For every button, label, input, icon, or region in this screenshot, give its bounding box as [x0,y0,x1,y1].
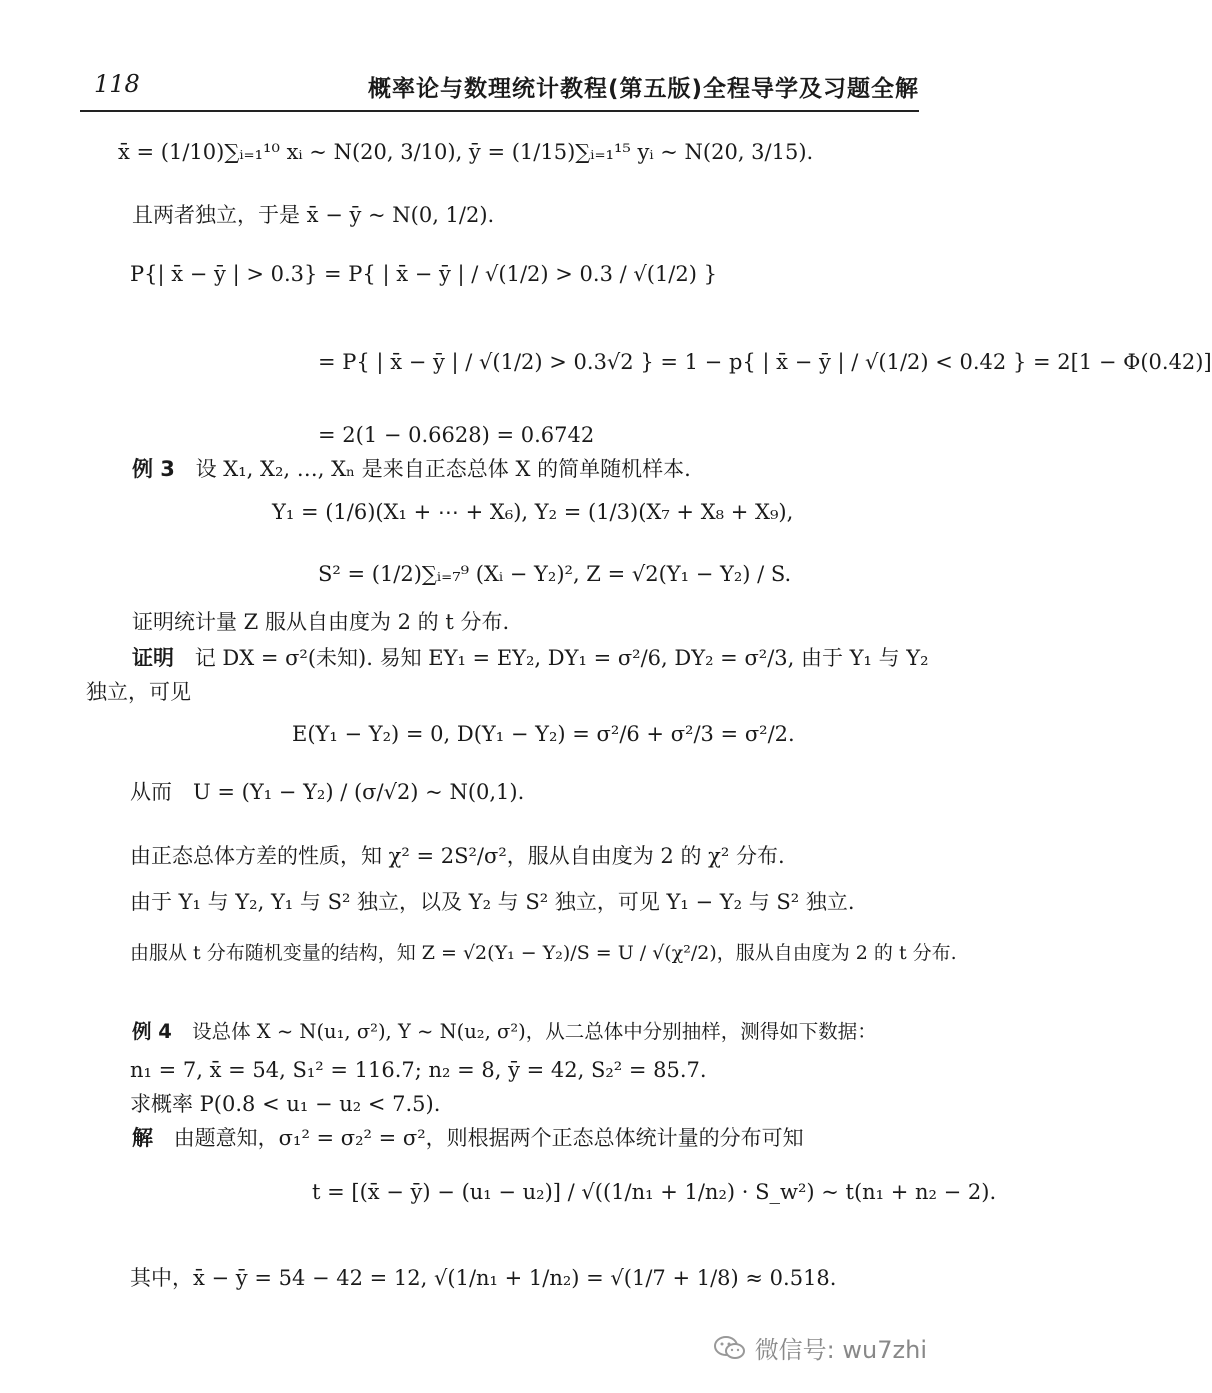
proof-label: 证明 [132,646,174,670]
text-line: 独立，可见 [86,680,191,704]
formula-line: 其中，x̄ − ȳ = 54 − 42 = 12, √(1/n₁ + 1/n₂) = √(1/7 + 1/8) ≈ 0.518. [130,1266,837,1290]
page-header [80,66,919,112]
formula-line: S² = (1/2)∑ᵢ₌₇⁹ (Xᵢ − Y₂)², Z = √2(Y₁ − Y₂) / S. [318,562,792,586]
data-line: n₁ = 7, x̄ = 54, S₁² = 116.7; n₂ = 8, ȳ = 42, S₂² = 85.7. [130,1058,707,1082]
formula-line: E(Y₁ − Y₂) = 0, D(Y₁ − Y₂) = σ²/6 + σ²/3 = σ²/2. [292,722,795,746]
watermark [713,1330,927,1365]
proof-line: 证明 记 DX = σ²(未知). 易知 EY₁ = EY₂, DY₁ = σ²/6, DY₂ = σ²/3, 由于 Y₁ 与 Y₂ [132,646,929,670]
page-number: 118 [94,70,140,98]
example-3: 例 3 设 X₁, X₂, …, Xₙ 是来自正态总体 X 的简单随机样本. [132,457,691,481]
text-line: 由服从 t 分布随机变量的结构，知 Z = √2(Y₁ − Y₂)/S = U / √(χ²/2)，服从自由度为 2 的 t 分布. [130,942,957,964]
example-label: 例 4 [132,1020,172,1043]
watermark-text: 微信号: wu7zhi [754,1336,927,1364]
formula-line: t = [(x̄ − ȳ) − (u₁ − u₂)] / √((1/n₁ + 1/n₂) · S_w²) ~ t(n₁ + n₂ − 2). [312,1180,997,1204]
formula-line: = 2(1 − 0.6628) = 0.6742 [318,423,595,447]
formula-line: = P{ | x̄ − ȳ | / √(1/2) > 0.3√2 } = 1 − p{ | x̄ − ȳ | / √(1/2) < 0.42 } = 2[1 − Φ(0.42)] [318,350,1212,374]
text-line: 求概率 P(0.8 < u₁ − u₂ < 7.5). [130,1092,441,1116]
formula-line: Y₁ = (1/6)(X₁ + ⋯ + X₆), Y₂ = (1/3)(X₇ + X₈ + X₉), [272,500,794,524]
text-line: 证明统计量 Z 服从自由度为 2 的 t 分布. [132,610,510,634]
text-line: 由于 Y₁ 与 Y₂, Y₁ 与 S² 独立，以及 Y₂ 与 S² 独立，可见 Y₁ − Y₂ 与 S² 独立. [130,890,855,914]
formula-line: x̄ = (1/10)∑ᵢ₌₁¹⁰ xᵢ ~ N(20, 3/10), ȳ = (1/15)∑ᵢ₌₁¹⁵ yᵢ ~ N(20, 3/15). [118,140,814,164]
example-4: 例 4 设总体 X ~ N(u₁, σ²), Y ~ N(u₂, σ²)，从二总体中分别抽样，测得如下数据： [132,1020,877,1043]
text-line: 由正态总体方差的性质，知 χ² = 2S²/σ²，服从自由度为 2 的 χ² 分布. [130,844,785,868]
book-title: 概率论与数理统计教程(第五版)全程导学及习题全解 [367,76,919,102]
example-label: 例 3 [132,457,175,481]
formula-line: P{| x̄ − ȳ | > 0.3} = P{ | x̄ − ȳ | / √(1/2) > 0.3 / √(1/2) } [130,262,717,286]
solution-label: 解 [132,1126,153,1150]
text-line: 且两者独立，于是 x̄ − ȳ ~ N(0, 1/2). [132,203,495,227]
wechat-icon [713,1335,747,1361]
formula-line: 从而 U = (Y₁ − Y₂) / (σ/√2) ~ N(0,1). [130,780,525,804]
solution-line: 解 由题意知，σ₁² = σ₂² = σ²，则根据两个正态总体统计量的分布可知 [132,1126,804,1150]
